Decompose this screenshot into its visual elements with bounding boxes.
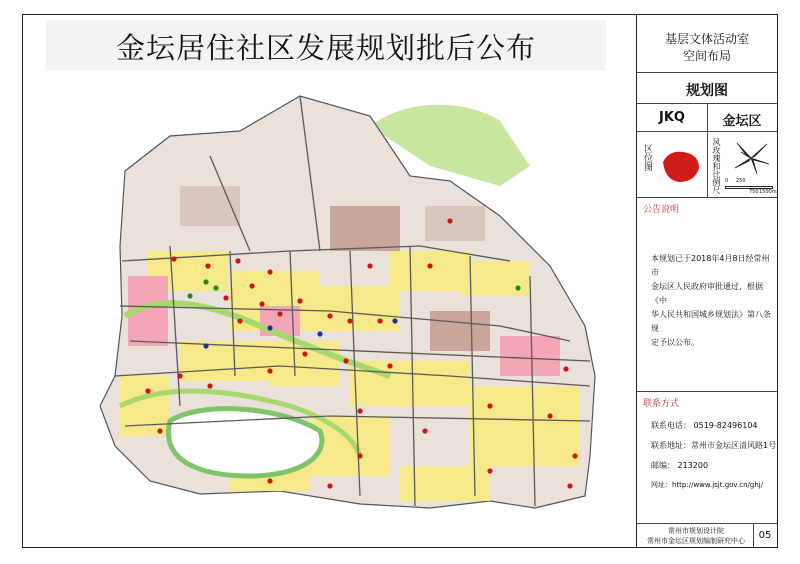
page-title: 金坛居住社区发展规划批后公布 — [115, 31, 536, 65]
lake — [168, 409, 321, 476]
map-type-label: 规划图 — [686, 83, 728, 99]
location-map — [655, 140, 705, 190]
plan-code: JKQ — [659, 110, 685, 125]
scale-label: 风玫瑰和比例尺 — [712, 138, 721, 194]
contact-heading-cell — [637, 392, 777, 410]
notice-body-cell — [637, 216, 777, 392]
contact-body-cell — [637, 410, 777, 524]
notice-line-1: 本规划已于2018年4月8日经常州市 — [651, 254, 770, 277]
notice-line-4: 定予以公布。 — [651, 338, 699, 347]
scale-tick-750: 750 — [749, 189, 759, 195]
layer-title-cell — [637, 14, 777, 73]
page-number: 05 — [758, 530, 772, 541]
contact-phone: 联系电话： 0519-82496104 — [651, 421, 758, 430]
legend-panel — [636, 14, 778, 548]
notice-heading-cell — [637, 198, 777, 216]
scale-tick-1500: 1500m — [759, 189, 777, 195]
notice-text — [651, 252, 775, 350]
notice-line-2: 金坛区人民政府审批通过，根据《中 — [651, 282, 763, 305]
location-divider — [707, 132, 708, 198]
contact-heading: 联系方式 — [643, 399, 680, 409]
contact-address: 联系地址：常州市金坛区清风路1号 — [651, 441, 777, 450]
footer-org1: 常州市规划设计院 — [668, 527, 724, 535]
location-map-label: 区位图 — [642, 144, 652, 171]
notice-line-3: 华人民共和国城乡规划法》第八条规 — [651, 310, 771, 333]
layer-line2: 空间布局 — [682, 49, 731, 63]
planning-map — [30, 76, 634, 528]
contact-website[interactable]: 网址：http://www.jsjt.gov.cn/ghj/ — [651, 481, 764, 489]
contact-postcode: 邮编： 213200 — [651, 461, 709, 470]
wind-rose-icon — [727, 138, 775, 178]
code-cell — [637, 104, 777, 132]
location-cell — [637, 132, 777, 198]
footer-cell — [637, 524, 777, 548]
footer-org2: 常州市金坛区规划编制研究中心 — [647, 537, 745, 545]
scale-tick-0: 0 — [725, 178, 729, 184]
notice-heading: 公告说明 — [643, 205, 680, 215]
map-type-cell — [637, 73, 777, 104]
layer-line1: 基层文体活动室 — [664, 32, 749, 46]
district-name: 金坛区 — [722, 114, 762, 129]
scale-tick-250: 250 — [736, 178, 746, 184]
